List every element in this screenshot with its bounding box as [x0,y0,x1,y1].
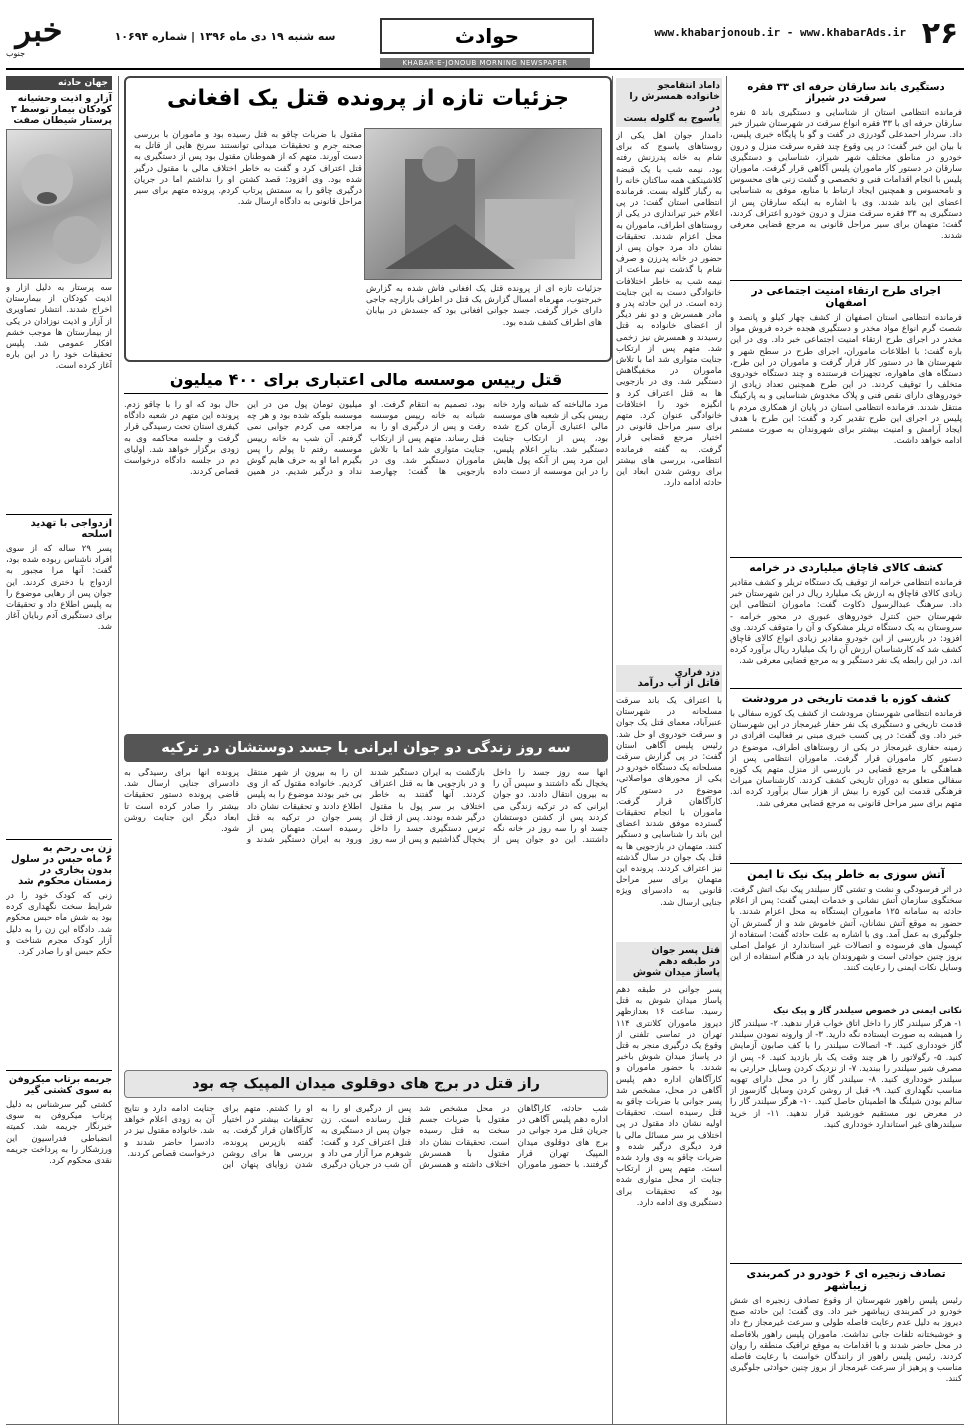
story-body: آنها سه روز جسد را داخل یخچال نگه داشتند و سپس آن را به بیرون انتقال دادند. دو جوان ایرانی که در ترکیه زندگی می کردند پس از کشتن دوستشان جسد او را سه روز در خانه نگه داشتند. این دو جوان پس از بازگشت به ایران دستگیر شدند و در بازجویی ها به قتل اعتراف کردند. آنها گفتند به خاطر اختلاف بر سر پول با مقتول درگیر شده بودند. پس از قتل از ترس دستگیری جسد را داخل یخچال گذاشتیم و پس از سه روز آن را به بیرون از شهر منتقل کردیم. خانواده مقتول که از وی بی خبر بودند موضوع را به پلیس اطلاع دادند و تحقیقات نشان داد پسر جوان در ترکیه به قتل رسیده است. متهمان پس از ورود به ایران دستگیر شدند و پرونده آنها برای رسیدگی به دادسرای جنایی ارسال شد. قاضی پرونده دستور تحقیقات بیشتر را صادر کرده است تا ابعاد دیگر این جنایت روشن شود. [124,768,608,846]
story-subhead: نکاتی ایمنی در خصوص سیلندر گاز و پیک نیک [773,1006,962,1016]
story-kicker: داماد انتقامجو [657,81,720,91]
section-label [6,76,112,90]
story-title-box [616,665,722,692]
logo-subtext: جنوب [6,49,26,58]
photo-placeholder-icon [7,130,111,278]
story-title: آزار و اذیت وحشیانه [17,93,112,104]
story-body: رئیس پلیس راهور شهرستان از وقوع تصادف زنجیره ای شش خودرو در کمربندی زیباشهر خبر داد. وی گفت: این حادثه صبح دیروز به دلیل عدم رعایت فاصله طولی و سرعت غیرمجاز رخ داد و خوشبختانه تلفات جانی نداشت. ماموران پلیس راهور بلافاصله در محل حاضر شدند و با اقدامات به موقع ترافیک منطقه را روان کردند. رئیس پلیس راهور از رانندگان خواست با رعایت فاصله مناسب و پرهیز از سرعت غیرمجاز از بروز چنین حوادثی جلوگیری کنند. [730,1296,962,1385]
story-title: جریمه برتاب میکروفن [8,1074,112,1085]
story-title: یاسوج به گلوله بست [623,113,720,124]
story-title: کودکان بیمار توسط ۳ [10,104,112,115]
story-body: شب حادثه، کارآگاهان اداره دهم پلیس آگاهی در جریان قتل مرد جوانی در برج های دوقلوی میدان المپیک تهران قرار گرفتند. با حضور ماموران در محل مشخص شد مقتول با ضربات جسم سخت به قتل رسیده است. تحقیقات نشان داد مقتول با همسرش اختلاف داشته و همسرش پس از درگیری او را به قتل رسانده است. زن جوان پس از دستگیری به قتل اعتراف کرد و گفت: شوهرم مرا آزار می داد و آن شب در جریان درگیری او را کشتم. متهم برای تحقیقات بیشتر در اختیار کارآگاهان قرار گرفت. به گفته بازپرس پرونده، بررسی ها برای روشن شدن زوایای پنهان این جنایت ادامه دارد و نتایج آن به زودی اعلام خواهد شد. خانواده مقتول نیز در دادسرا حاضر شدند و درخواست قصاص کردند. [124,1104,608,1171]
story-headline: قتل رییس موسسه مالی اعتباری برای ۴۰۰ میلیون [124,366,608,394]
story-body: مقتول با ضربات چاقو به قتل رسیده بود و ماموران با بررسی صحنه جرم و تحقیقات میدانی توانستند سرنخ هایی از قاتل به دست آورند. متهم که از هموطنان مقتول بود پس از دستگیری به قتل اعتراف کرد و گفت به خاطر اختلاف مالی با مقتول درگیر شده بود. وی افزود: قصد کشتن او را نداشتم اما در جریان درگیری چاقو را به سمتش پرتاب کردم. پرونده متهم برای سیر مراحل قانونی به دادگاه ارسال شد. [134,130,362,208]
issue-date: سه شنبه ۱۹ دی ماه ۱۳۹۶ | شماره ۱۰۶۹۴ [114,30,336,43]
bank-story [124,366,608,728]
photo-caption: جزئیات تازه ای از پرونده قتل یک افغانی فاش شده به گزارش خبرجنوب، مهرماه امسال گزارش یک قتل در اطراف بازارچه جاجی دارای خراز گرفت. جسد جوانی افغانی بود که جسدش در بیابان های اطراف کشف شده بود. [366,284,602,328]
masthead-rule [6,68,964,70]
story-title: به سوی کشتی گیر [24,1085,112,1096]
left-column [6,76,112,1424]
story-body: مرد مالباخته که شبانه وارد خانه رییس یکی از شعبه های موسسه مالی اعتباری آرمان کرج شده بود، پس از ارتکاب جنایت دستگیر شد. بنابر اعلام پلیس، این مرد پس از آنکه پول هایش را در این موسسه از دست داده بود، تصمیم به انتقام گرفت. او شبانه به خانه رییس موسسه رفت و پس از درگیری او را به قتل رساند. متهم پس از ارتکاب جنایت متواری شد اما با تلاش ماموران دستگیر شد. وی در بازجویی ها گفت: چهارصد میلیون تومان پول من در این موسسه بلوکه شده بود و هر چه مراجعه می کردم جوابی نمی گرفتم. آن شب به خانه رییس موسسه رفتم تا پولم را پس بگیرم اما او به حرف هایم گوش نداد و درگیر شدیم. در همین حال بود که او را با چاقو زدم. پرونده این متهم در شعبه دادگاه کیفری استان تحت رسیدگی قرار گرفت و جلسه محاکمه وی به زودی برگزار خواهد شد. اولیای دم در جلسه دادگاه درخواست قصاص کردند. [124,400,608,478]
baby-photo [6,129,112,279]
story-body: کشتی گیر سرشناس به دلیل پرتاب میکروفن به سوی خبرنگار جریمه شد. کمیته انضباطی فدراسیون این ورزشکار را به پرداخت جریمه نقدی محکوم کرد. [6,1100,112,1167]
website-links[interactable]: www.khabarjonoub.ir - www.khabarAds.ir [654,26,906,39]
story-title: قاتل از آب درآمد [637,678,720,689]
story-title: تصادف زنجیره ای ۶ خودرو در کمربندی زیباشهر [746,1268,946,1292]
story-headline-bar [124,1070,608,1098]
story-title: بدون بخاری در [40,865,112,876]
story-body: فرمانده انتظامی استان اصفهان از کشف چهار کیلو و پانصد و شصت گرم انواع مواد مخدر و دستگیری هجده خرده فروش مواد مخدر در اجرای طرح ارتقاء امنیت اجتماعی خبر داد. وی در این باره گفت: با اطلاعات ماموران، اجرای طرح در سطح شهر و شهرستان ها در دستور کار قرار گرفت و ماموران در این طرح، دستگاه های ماهواره، تجهیزات فرستنده و چند دستگاه خودروی متخلف را توقیف کردند. در این طرح همچنین تعداد زیادی از خودروهای دارای نقص فنی و پلاک مخدوش شناسایی و به پارکینگ منتقل شدند. فرمانده انتظامی استان در پایان از همکاری مردم با پلیس در اجرای این طرح تقدیر کرد و گفت: این طرح با هدف ایجاد آرامش و امنیت بیشتر برای شهروندان به صورت مستمر ادامه خواهد داشت. [730,313,962,447]
olympic-story [124,1070,608,1424]
story-headline: راز قتل در برج های دوقلوی میدان المپیک چه بود [192,1076,540,1092]
afghan-story [124,76,612,362]
story-title: پاساژ میدان شوش [632,967,720,978]
story-body: دامدار جوان اهل یکی از روستاهای یاسوج که برای شام به خانه پدرزنش رفته بود، نیمه شب با یک قبضه کلاشینکف همه ساکنان خانه را به رگبار گلوله بست. فرمانده انتظامی استان گفت: در پی اعلام خبر تیراندازی در یکی از روستاهای اطراف، ماموران به محل اعزام شدند. تحقیقات نشان داد مرد جوان پس از حضور در خانه پدرزن و صرف شام با گذشت نیم ساعت از نیمه شب به خاطر اختلافات خانوادگی دست به این جنایت زده است. در این حادثه پدر و مادر همسرش و دو نفر دیگر از اعضای خانواده به قتل رسیدند و همسرش نیز زخمی شد. متهم پس از ارتکاب جنایت متواری شد اما با تلاش ماموران در مخفیگاهش دستگیر شد. وی در بازجویی ها به قتل اعتراف کرد و انگیزه خود را اختلافات خانوادگی عنوان کرد. متهم برای سیر مراحل قانونی در اختیار مرجع قضایی قرار گرفت. به گفته فرمانده انتظامی، بررسی های بیشتر برای روشن شدن ابعاد این حادثه ادامه دارد. [616,131,722,489]
photo-placeholder-icon [365,129,601,279]
story-body: پسر جوانی در طبقه دهم پاساژ میدان شوش به قتل رسید. ساعت ۱۶ بعدازظهر دیروز ماموران کلانتری ۱۱۴ تهران در تماسی تلفنی از وقوع یک درگیری منجر به قتل در پاساژ میدان شوش باخبر شدند. با حضور ماموران و کارآگاهان اداره دهم پلیس آگاهی در محل، مشخص شد پسر جوانی با ضربات چاقو به قتل رسیده است. تحقیقات اولیه نشان داد مقتول در پی اختلاف بر سر مسائل مالی با فرد دیگری درگیر شده و ضربات چاقو به وی وارد شده است. متهم پس از ارتکاب جنایت از محل متواری شده بود که تحقیقات برای دستگیری وی ادامه دارد. [616,985,722,1208]
story-title: زمستان محکوم شد [18,876,112,887]
story-title: کشف کالای قاچاق میلیاردی در خرامه [749,562,943,574]
story-body: با اعتراف یک باند سرقت مسلحانه در شهرستان عنبرآباد، معمای قتل یک جوان و سرقت خودروی او حل شد. رئیس پلیس آگاهی استان گفت: در پی گزارش سرقت مسلحانه یک دستگاه خودرو در یکی از محورهای مواصلاتی، موضوع در دستور کار کارآگاهان قرار گرفت. ماموران با انجام تحقیقات گسترده موفق شدند اعضای این باند را شناسایی و دستگیر کنند. متهمان در بازجویی ها به قتل یک جوان در سال گذشته نیز اعتراف کردند. پرونده این متهمان برای سیر مراحل قانونی به دادسرای ویژه جنایی ارسال شد. [616,696,722,908]
story-title: اسلحه [81,529,112,540]
story-title: خانواده همسرش را در [629,91,720,113]
story-title-box [6,90,112,129]
section-banner [380,18,594,54]
column-divider [612,76,613,1424]
tagline-text: KHABAR-E-JONOUB MORNING NEWSPAPER [402,59,568,67]
turkey-story [124,734,608,1064]
story-body: سه پرستار به دلیل آزار و اذیت کودکان از بیمارستان اخراج شدند. انتشار تصاویری از آزار و اذیت نوزادان در یکی از بیمارستان ها موجب خشم افکار عمومی شد. پلیس تحقیقات خود را در این باره آغاز کرده است. [6,283,112,372]
story-title: قتل پسر جوان [651,945,720,956]
story-body: فرمانده انتظامی استان از شناسایی و دستگیری باند ۵ نفره سارقان حرفه ای با ۳۳ فقره انواع سرقت در شهرستان شیراز خبر داد. سردار احمدعلی گودرزی در گفت و گو با پایگاه خبری پلیس، با بیان این خبر گفت: در پی وقوع چند فقره سرقت منزل و درون خودرو در مناطق مختلف شهر شیراز، شناسایی و دستگیری سارقان در دستور کار ماموران پلیس آگاهی قرار گرفت. ماموران پلیس با انجام اقدامات فنی و تخصصی و گشت زنی های محسوس و نامحسوس و همچنین ایجاد ارتباط با منابع، موفق به شناسایی اعضای این باند شدند. وی با اشاره به اینکه سارقان پس از دستگیری به ۳۳ فقره سرقت منزل و درون خودرو اعتراف کردند، گفت: متهمان برای سیر مراحل قانونی به مرجع قضایی معرفی شدند. [730,108,962,242]
crime-scene-photo [364,128,602,280]
story-title: آتش سوزی به خاطر پیک نیک تا ایمن [747,868,945,881]
story-title: ۶ ماه حبس در سلول [10,854,112,865]
tagline-bar [380,58,590,68]
newspaper-logo [6,10,72,56]
masthead [0,0,970,62]
story-headline: سه روز زندگی دو جوان ایرانی با جسد دوستشان در ترکیه [161,740,571,756]
story-kicker: دزد فراری [674,668,720,678]
story-headline: جزئیات تازه از پرونده قتل یک افغانی [166,86,569,111]
story-title-box [616,78,722,127]
story-list: ۱- هرگز سیلندر گاز را داخل اتاق خواب قرار ندهید. ۲- سیلندر گاز را همیشه به صورت ایستاده نگه دارید. ۳- از وارونه نمودن سیلندر گاز خودداری کنید. ۴- اتصالات سیلندر را با کف صابون آزمایش کنید. ۵- رگولاتور را هر چند وقت یک بار بازدید کنید. ۶- پس از مصرف شیر سیلندر را ببندید. ۷- از نزدیک کردن وسایل حرارتی به سیلندر خودداری کنید. ۸- سیلندر گاز را در محل دارای تهویه مناسب نگهداری کنید. ۹- قبل از روشن کردن وسایل گازسوز از سالم بودن شیلنگ ها اطمینان حاصل کنید. ۱۰- هرگز سیلندر گاز را در معرض نور مستقیم خورشید قرار ندهید. ۱۱- از خرید سیلندرهای غیر استاندارد خودداری کنید. [730,1019,962,1130]
page-number: ۲۶ [921,16,959,51]
story-title: پرستار شیطان صفت [13,115,112,126]
story-title: در طبقه دهم [658,956,720,967]
story-body: فرمانده انتظامی شهرستان مرودشت از کشف یک کوزه سفالی با قدمت تاریخی و دستگیری یک نفر حفار غیرمجاز در این شهرستان خبر داد. وی گفت: در پی کسب خبری مبنی بر فعالیت افرادی در زمینه حفاری غیرمجاز در یکی از روستاهای اطراف، موضوع در دستور کار ماموران قرار گرفت. ماموران انتظامی پس از هماهنگی با مرجع قضایی در بازرسی از منزل متهم یک کوزه سفالی متعلق به دوران تاریخی کشف کردند. کارشناسان میراث فرهنگی قدمت این کوزه را بیش از هزار سال برآورد کرده اند. متهم برای سیر مراحل قانونی به مرجع قضایی معرفی شد. [730,709,962,809]
story-body: زنی که کودک خود را در شرایط سخت نگهداری کرده بود به شش ماه حبس محکوم شد. دادگاه این زن را به دلیل آزار کودک مجرم شناخت و حکم حبس او را صادر کرد. [6,891,112,958]
mid-column [616,76,722,1424]
story-title: کشف کوزه با قدمت تاریخی در مرودشت [741,693,951,705]
column-divider [118,76,119,1424]
column-divider [726,76,727,1424]
story-body: پسر ۲۹ ساله که از سوی افراد ناشناس ربوده شده بود، گفت: آنها مرا مجبور به ازدواج با دختری کردند. این جوان پس از رهایی موضوع را به پلیس اطلاع داد و تحقیقات برای دستگیری آدم ربایان آغاز شد. [6,544,112,633]
story-title: دستگیری باند سارقان حرفه ای ۳۳ فقره سرقت در شیراز [747,82,945,104]
section-title: حوادث [454,24,520,48]
story-body: در اثر فرسودگی و نشت و تشتی گاز سیلندر پیک نیک آتش گرفت. سخنگوی سازمان آتش نشانی و خدمات ایمنی گفت: پس از اعلام حادثه به سامانه ۱۲۵ ماموران ایستگاه به محل اعزام شدند. با حضور به موقع آتش نشانان، آتش خاموش شد و از گسترش آن جلوگیری به عمل آمد. وی با اشاره به علت حادثه گفت: استفاده از کپسول های فرسوده و اتصالات غیر استاندارد از عوامل اصلی بروز چنین حوادثی است و شهروندان باید در هنگام استفاده از این وسایل نکات ایمنی را رعایت کنند. [730,885,962,974]
story-title: ازدواجی با تهدید [30,518,112,529]
story-title: زن بی رحم به [42,843,112,854]
right-column [730,76,962,1424]
page-bottom-rule [6,1424,964,1425]
story-title-box [616,942,722,981]
story-title: اجرای طرح ارتقاء امنیت اجتماعی در اصفهان [751,285,941,309]
section-label-text: جهان حادثه [58,78,108,88]
story-body: فرمانده انتظامی خرامه از توقیف یک دستگاه تریلر و کشف مقادیر زیادی کالای قاچاق به ارزش یک میلیارد ریال در این شهرستان خبر داد. سرهنگ عبدالرسول ذکاوت گفت: ماموران انتظامی این شهرستان حین کنترل خودروهای عبوری در محور خرامه - سروستان به یک دستگاه تریلر مشکوک و آن را متوقف کردند. وی افزود: در بازرسی از این خودرو مقادیر زیادی انواع کالای قاچاق کشف شد که کارشناسان ارزش آن را یک میلیارد ریال برآورد کرده اند. در این رابطه یک نفر دستگیر و به مرجع قضایی معرفی شد. [730,578,962,667]
logo-text: خبر [15,11,63,49]
story-headline-bar [124,734,608,762]
